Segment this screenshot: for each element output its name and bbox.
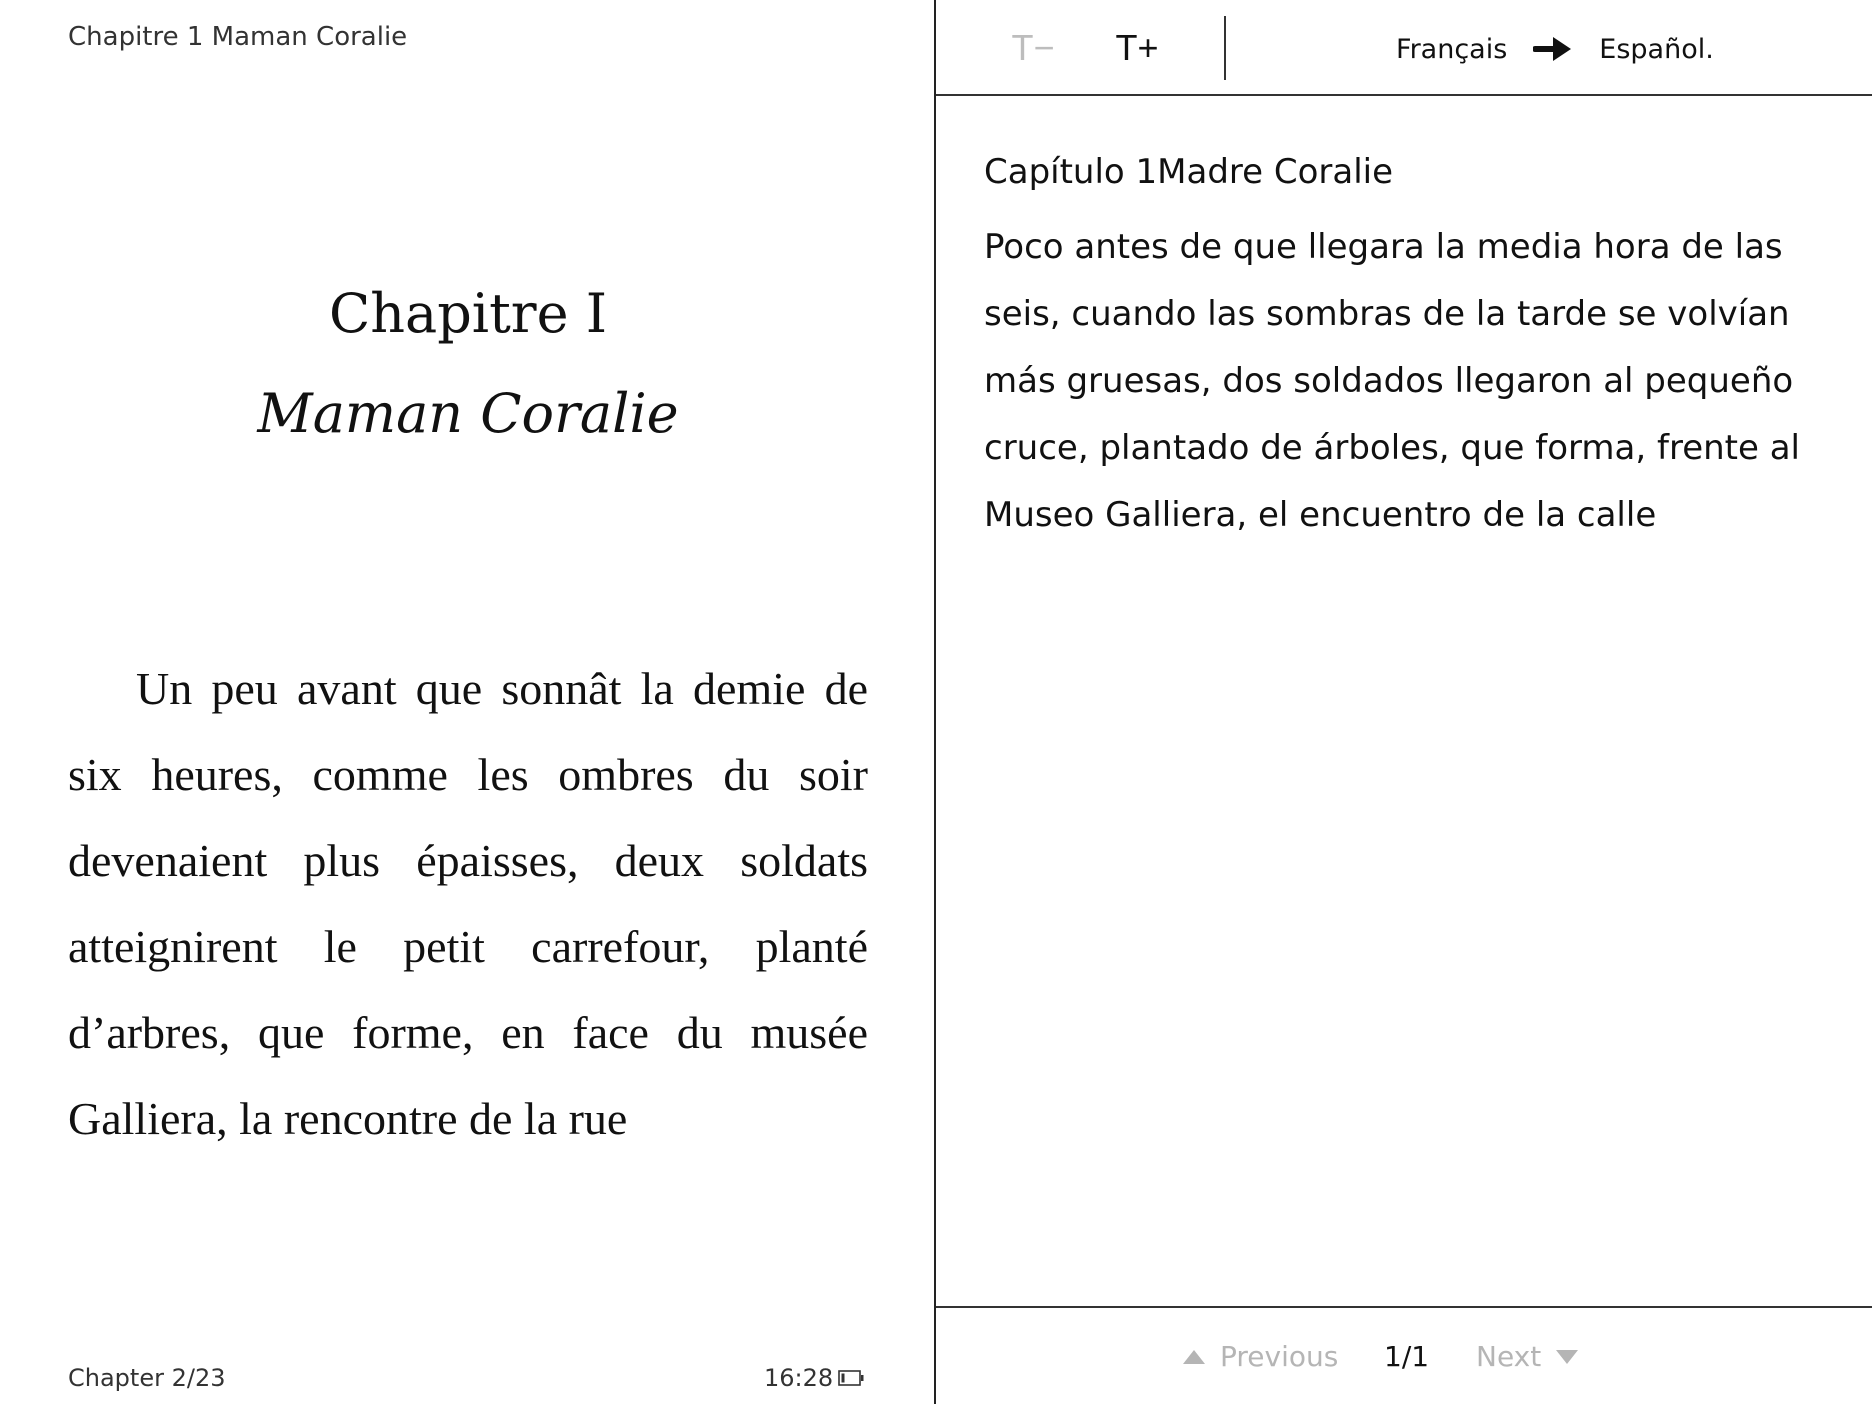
previous-page-button[interactable] [1182,1340,1338,1373]
next-label: Next [1476,1340,1542,1373]
chapter-number: Chapitre I [328,282,608,345]
battery-low-icon [838,1370,864,1386]
previous-label: Previous [1220,1340,1339,1373]
next-page-button[interactable] [1476,1340,1579,1373]
page-indicator: 1/1 [1384,1340,1430,1373]
triangle-up-icon [1182,1349,1206,1365]
chapter-progress: Chapter 2/23 [68,1364,226,1392]
translation-panel [936,0,1872,1404]
toolbar-divider [1224,16,1226,80]
translation-toolbar [936,0,1872,96]
target-language[interactable]: Español. [1599,33,1714,65]
language-pair-selector[interactable] [1396,26,1714,72]
book-paragraph[interactable]: Un peu avant que sonnât la demie de six heures, comme les ombres du soir devenaient plus épaisses, deux soldats atteignirent le petit carrefour, planté d’arbres, que forme, en face du musée Galliera, la rencontre de la rue [68,663,868,1144]
arrow-right-icon [1533,35,1573,63]
running-header: Chapitre 1 Maman Coralie [68,22,408,52]
translation-heading: Capítulo 1Madre Coralie [984,152,1394,192]
increase-font-button[interactable]: T+ [1115,27,1159,68]
chapter-title: Maman Coralie [257,382,679,445]
triangle-down-icon [1555,1349,1579,1365]
translation-body: Poco antes de que llegara la media hora de las seis, cuando las sombras de la tarde se volvían más gruesas, dos soldados llegaron al pequeño cruce, plantado de árboles, que forma, frente al Museo Galliera, el encuentro de la calle [984,227,1800,535]
decrease-font-button[interactable]: T− [1011,27,1055,68]
clock: 16:28 [764,1364,834,1392]
source-language[interactable]: Français [1396,33,1508,65]
translation-content [984,146,1814,549]
pagination-bar [936,1306,1872,1404]
